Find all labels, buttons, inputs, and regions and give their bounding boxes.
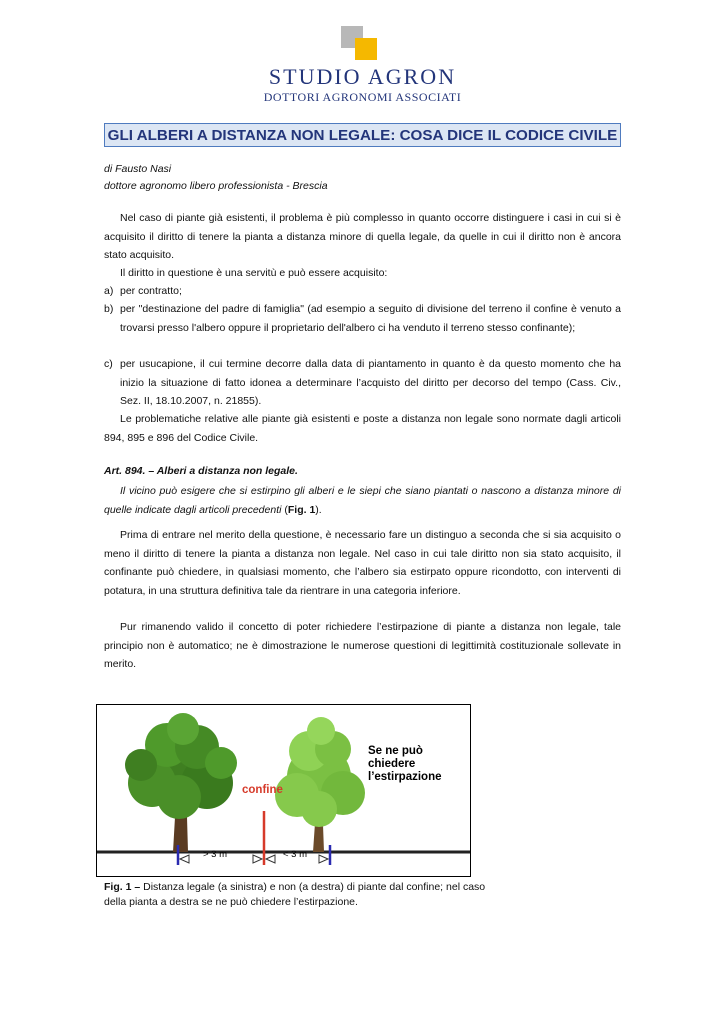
ref-close: ). xyxy=(315,503,322,516)
right-tree-icon xyxy=(275,717,365,852)
article-title: GLI ALBERI A DISTANZA NON LEGALE: COSA DICE IL CODICE CIVILE xyxy=(107,126,618,144)
paragraph-2 xyxy=(104,264,621,283)
distance-left-label: > 3 m xyxy=(203,849,228,860)
list-item xyxy=(104,300,621,337)
confine-label: confine xyxy=(242,784,283,796)
left-tree-icon xyxy=(125,713,237,852)
paragraph-4-text: Prima di entrare nel merito della questione, è necessario fare un distinguo a seconda che si sia acquisito o meno il diritto di tenere la pianta a distanza non legale. Nel caso in cui tale diritto non sia stato acquisito, il confinante può chiedere, in qualsiasi momento, che l’albero sia estirpato oppure ricondotto, con interventi di potatura, in una struttura definitiva tale da rientrare in una categoria inferiore. xyxy=(104,529,621,597)
list-item xyxy=(104,282,621,301)
list-item-text: per usucapione, il cui termine decorre dalla data di piantamento in quanto è da questo momento che ha inizio la situazione di fatto idonea a determinare l’acquisto del diritto per decorso del tempo (Cass. Civ., Sez. II, 18.10.2007, n. 21855). xyxy=(120,358,621,407)
list-marker: a) xyxy=(104,285,114,297)
ref-open: ( xyxy=(281,503,288,516)
article-894-text xyxy=(104,482,621,519)
figure-1 xyxy=(96,704,471,877)
estirpazione-label: Se ne può chiedere l’estirpazione xyxy=(368,745,442,783)
letterhead-subtitle: DOTTORI AGRONOMI ASSOCIATI xyxy=(263,90,462,104)
paragraph-4 xyxy=(104,526,621,600)
paragraph-3 xyxy=(104,410,621,447)
article-894-heading: Art. 894. – Alberi a distanza non legale. xyxy=(104,465,298,477)
paragraph-5 xyxy=(104,618,621,674)
letterhead-name: STUDIO AGRON xyxy=(268,64,457,89)
caption-reference: Fig. 1 – xyxy=(104,881,141,893)
article-894-quote: Il vicino può esigere che si estirpino gli alberi e le siepi che siano piantati o nascono a distanza minore di quelle indicate dagli articoli precedenti xyxy=(104,485,621,516)
caption-text: Distanza legale (a sinistra) e non (a destra) di piante dal confine; nel caso della pianta a destra se ne può chiedere l’estirpazione. xyxy=(104,881,486,908)
list-marker: c) xyxy=(104,358,113,370)
paragraph-2-text: Il diritto in questione è una servitù e può essere acquisito: xyxy=(120,267,388,279)
list-marker: b) xyxy=(104,303,114,315)
list-item xyxy=(104,355,621,411)
distance-right-label: < 3 m xyxy=(283,849,308,860)
paragraph-1 xyxy=(104,209,621,265)
paragraph-5-text: Pur rimanendo valido il concetto di poter richiedere l’estirpazione di piante a distanza non legale, tale principio non è automatico; ne è dimostrazione le numerose questioni di legittimità costituzionale sollevate in merito. xyxy=(104,621,621,670)
logo-gold-square xyxy=(355,38,377,60)
paragraph-3-text: Le problematiche relative alle piante già esistenti e poste a distanza non legale sono normate dagli articoli 894, 895 e 896 del Codice Civile. xyxy=(104,413,621,444)
figure-caption xyxy=(104,880,504,910)
author-name: di Fausto Nasi xyxy=(104,163,172,175)
studio-logo xyxy=(341,26,381,66)
list-item-text: per "destinazione del padre di famiglia" (ad esempio a seguito di divisione del terreno il confine è venuto a trovarsi presso l'albero oppure il proprietario dell'albero ci ha venduto il terreno stesso confinante); xyxy=(120,303,621,334)
article-title-box xyxy=(104,123,621,147)
paragraph-1-text: Nel caso di piante già esistenti, il problema è più complesso in quanto occorre distinguere i casi in cui si è acquisito il diritto di tenere la pianta a distanza minore di quella legale, da quelle in cui il diritto non è ancora stato acquisito. xyxy=(104,212,621,261)
figure-reference: Fig. 1 xyxy=(287,503,316,516)
list-item-text: per contratto; xyxy=(120,285,182,297)
author-role: dottore agronomo libero professionista - Brescia xyxy=(104,180,328,192)
